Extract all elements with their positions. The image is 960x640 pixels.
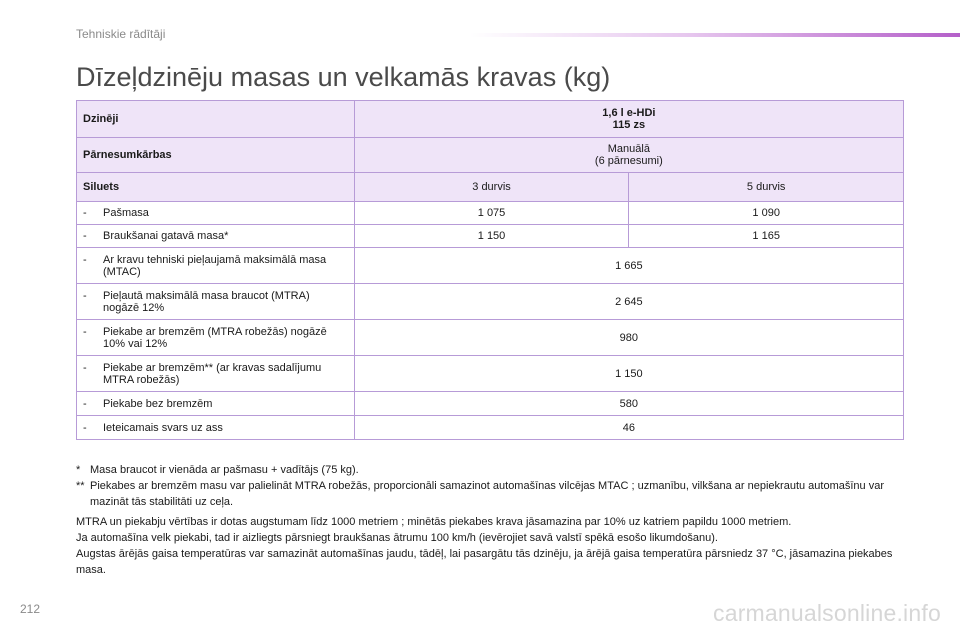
page-number: 212 (20, 602, 41, 616)
footnote-1-mark: * (76, 464, 81, 476)
row-dash: - (83, 421, 87, 434)
row-value: 580 (354, 392, 903, 416)
mass-table (76, 100, 904, 440)
row-dash: - (83, 207, 87, 219)
engine-row (77, 101, 904, 138)
table-row (77, 416, 904, 440)
row-dash: - (83, 253, 87, 266)
transmission-type: Manuālā (607, 143, 650, 155)
transmission-cell (354, 138, 903, 173)
table-row (77, 320, 904, 356)
engine-power: 115 zs (612, 119, 646, 131)
row-value: 1 150 (354, 356, 903, 392)
footnote-1 (76, 462, 916, 478)
row-label-cell (77, 284, 355, 320)
notes-block (76, 462, 916, 578)
row-label-cell (77, 320, 355, 356)
row-dash: - (83, 361, 87, 374)
row-value-3: 1 075 (354, 202, 629, 225)
transmission-gears: (6 pārnesumi) (594, 155, 663, 167)
row-label: Pašmasa (103, 207, 149, 219)
footnote-1-text: Masa braucot ir vienāda ar pašmasu + vadītājs (75 kg). (90, 464, 359, 476)
row-label-cell (77, 248, 355, 284)
row-label: Pieļautā maksimālā masa braucot (MTRA) nogāzē 12% (103, 289, 310, 314)
row-label-cell (77, 225, 355, 248)
row-label-cell (77, 356, 355, 392)
row-dash: - (83, 230, 87, 242)
footnote-2 (76, 478, 916, 510)
table-row (77, 284, 904, 320)
table-row (77, 356, 904, 392)
transmission-label: Pārnesumkārbas (77, 138, 355, 173)
footnote-2-mark: ** (76, 480, 85, 492)
row-label-cell (77, 202, 355, 225)
row-label: Piekabe ar bremzēm (MTRA robežās) nogāzē 10% vai 12% (103, 325, 327, 350)
body-label: Siluets (77, 173, 355, 202)
row-value: 1 665 (354, 248, 903, 284)
row-label: Piekabe ar bremzēm** (ar kravas sadalījumu MTRA robežās) (103, 361, 322, 386)
row-value-3: 1 150 (354, 225, 629, 248)
info-temperature: Augstas ārējās gaisa temperatūras var samazināt automašīnas jaudu, tādēļ, lai pasargātu tās dzinēju, ja ārējā gaisa temperatūra pārsniedz 37 °C, jāsamazina piekabes masa. (76, 548, 893, 576)
transmission-row (77, 138, 904, 173)
section-label: Tehniskie rādītāji (76, 27, 166, 41)
row-label: Piekabe bez bremzēm (103, 397, 213, 410)
table-row (77, 392, 904, 416)
watermark: carmanualsonline.info (713, 600, 941, 626)
engine-cell (354, 101, 903, 138)
row-value-5: 1 090 (629, 202, 904, 225)
body-3-doors: 3 durvis (354, 173, 629, 202)
table-row (77, 248, 904, 284)
row-label: Ieteicamais svars uz ass (103, 421, 223, 434)
table-row (77, 202, 904, 225)
engines-label: Dzinēji (77, 101, 355, 138)
info-paragraph (76, 514, 916, 578)
body-row (77, 173, 904, 202)
header-accent-bar (470, 33, 960, 37)
page-title: Dīzeļdzinēju masas un velkamās kravas (kg) (76, 62, 611, 92)
row-label-cell (77, 416, 355, 440)
row-label: Ar kravu tehniski pieļaujamā maksimālā masa (MTAC) (103, 253, 327, 278)
body-5-doors: 5 durvis (629, 173, 904, 202)
row-dash: - (83, 325, 87, 338)
row-value: 46 (354, 416, 903, 440)
row-value: 980 (354, 320, 903, 356)
row-value: 2 645 (354, 284, 903, 320)
row-label-cell (77, 392, 355, 416)
row-dash: - (83, 289, 87, 302)
row-dash: - (83, 397, 87, 410)
footnote-2-text: Piekabes ar bremzēm masu var palielināt MTRA robežās, proporcionāli samazinot automašīnas vilcējas MTAC ; uzmanību, vilkšana ar nepiekrautu automašīnu var mazināt tās stabilitāti uz ceļa. (90, 480, 884, 508)
info-speed: Ja automašīna velk piekabi, tad ir aizliegts pārsniegt braukšanas ātrumu 100 km/h (ievērojiet savā valstī spēkā esošo likumdošanu). (76, 532, 718, 544)
info-altitude: MTRA un piekabju vērtības ir dotas augstumam līdz 1000 metriem ; minētās piekabes krava jāsamazina par 10% uz katriem papildu 1000 metriem. (76, 516, 792, 528)
row-label: Braukšanai gatavā masa* (103, 230, 229, 242)
row-value-5: 1 165 (629, 225, 904, 248)
table-row (77, 225, 904, 248)
engine-name: 1,6 l e-HDi (602, 107, 656, 119)
